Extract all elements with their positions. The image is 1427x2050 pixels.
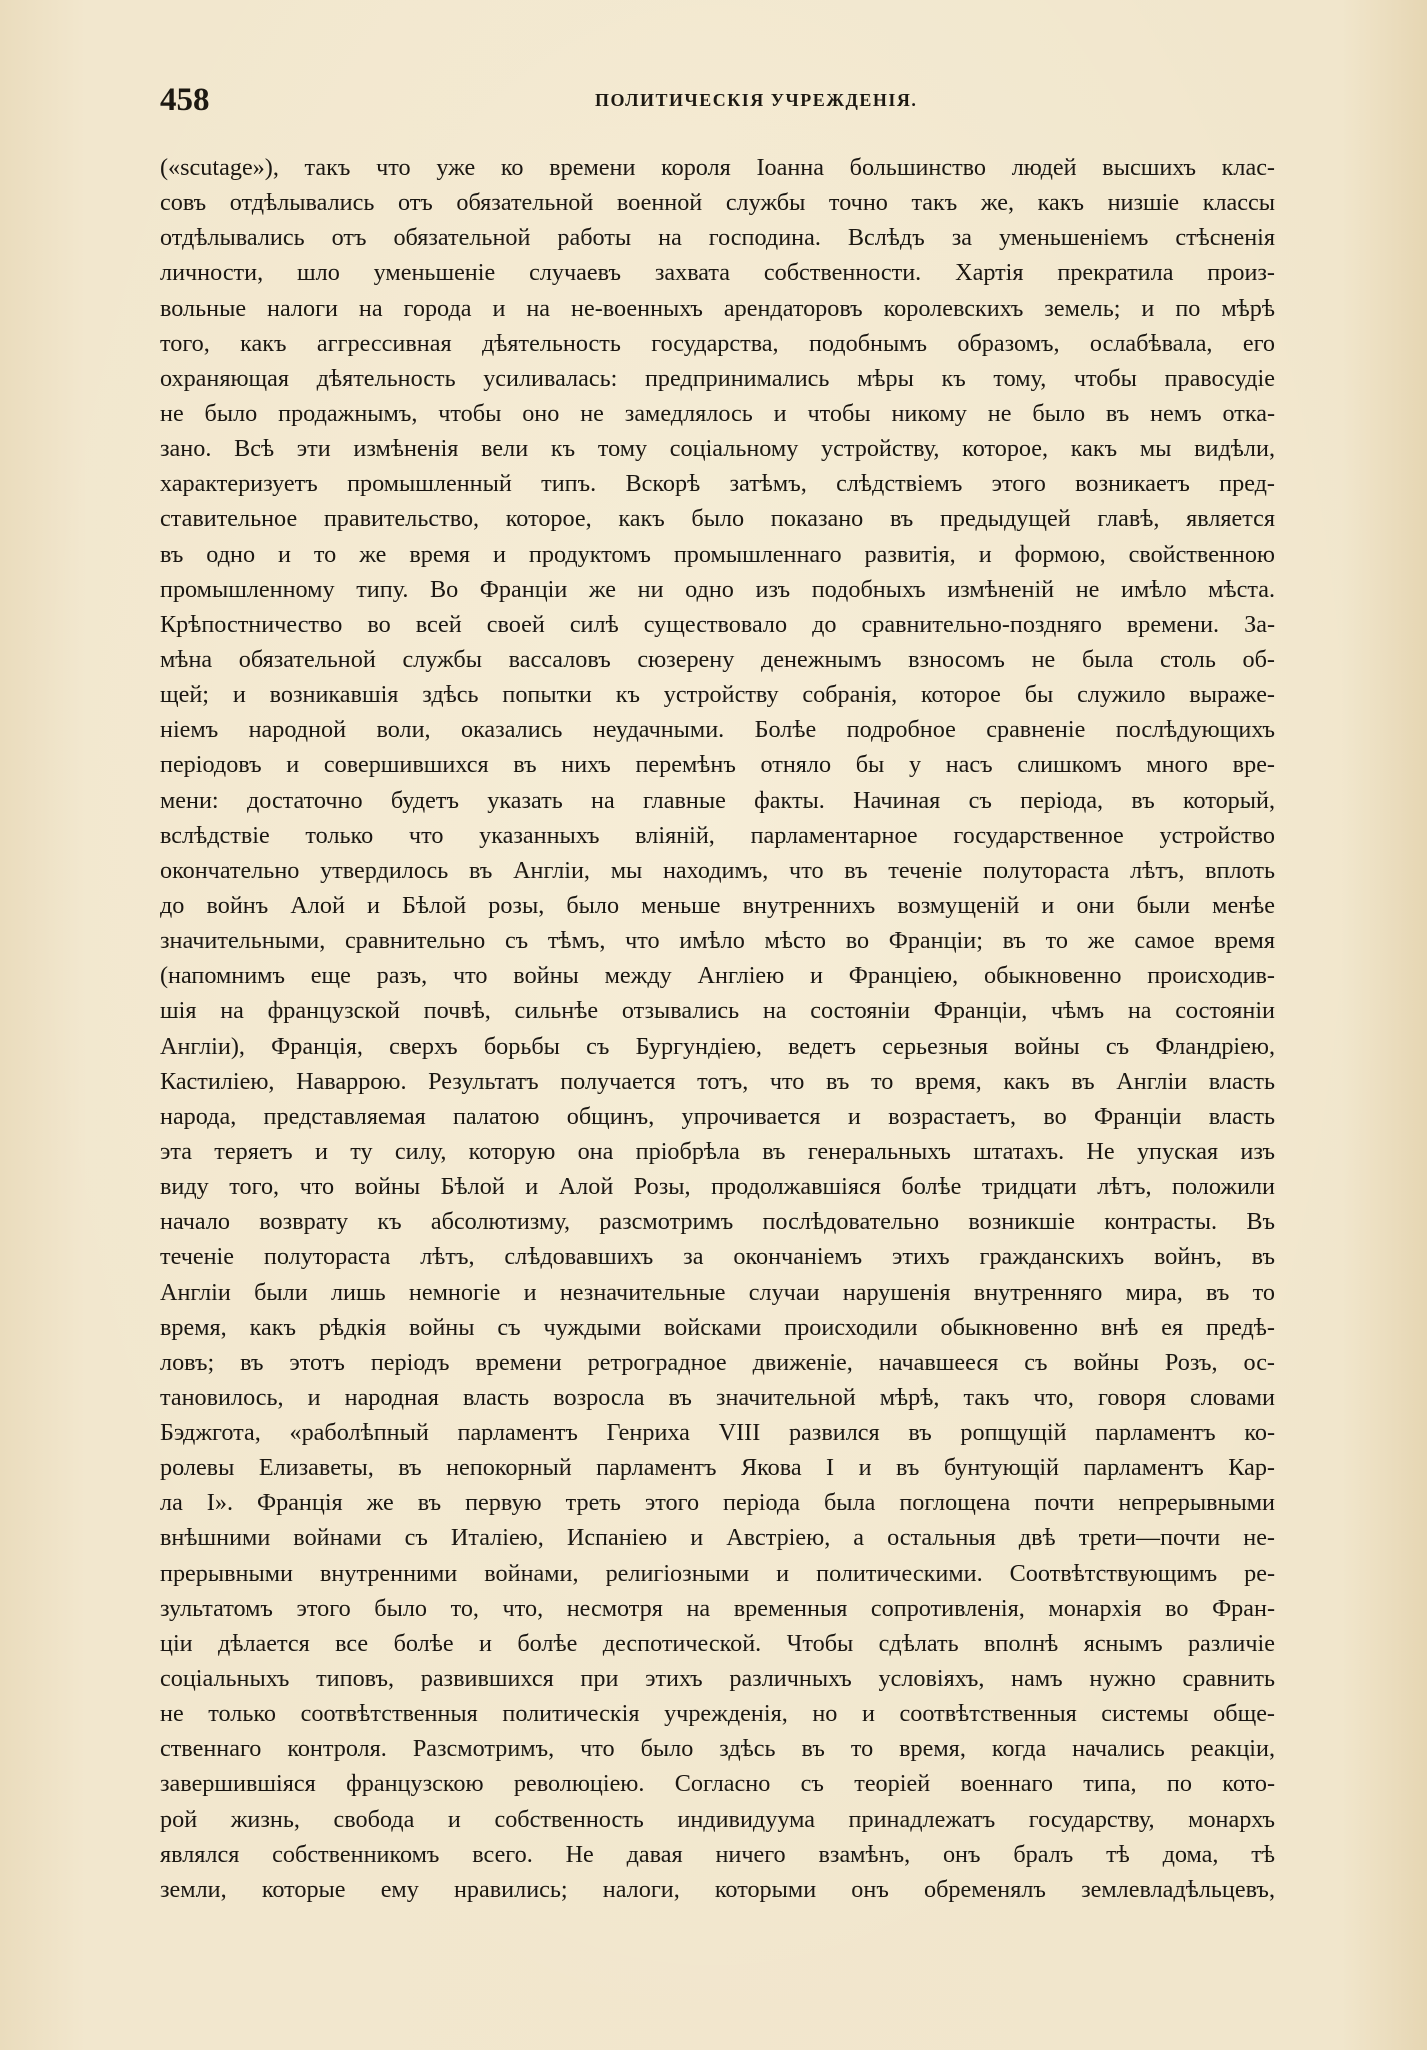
text-line: народа, представляемая палатою общинъ, упрочивается и возрастаетъ, во Франціи власть	[160, 1102, 1275, 1130]
text-line: Крѣпостничество во всей своей силѣ существовало до сравнительно-поздняго времени. За-	[160, 610, 1275, 638]
text-line: характеризуетъ промышленный типъ. Вскорѣ затѣмъ, слѣдствіемъ этого возникаетъ пред-	[160, 470, 1275, 498]
text-line: начало возврату къ абсолютизму, разсмотримъ послѣдовательно возникшіе контрасты. Въ	[160, 1208, 1275, 1236]
text-line: рой жизнь, свобода и собственность индивидуума принадлежатъ государству, монархъ	[160, 1805, 1275, 1833]
text-line: того, какъ аггрессивная дѣятельность государства, подобнымъ образомъ, ослабѣвала, его	[160, 329, 1275, 357]
text-line: эта теряетъ и ту силу, которую она пріобрѣла въ генеральныхъ штатахъ. Не упуская изъ	[160, 1137, 1275, 1165]
text-line: ставительное правительство, которое, какъ было показано въ предыдущей главѣ, является	[160, 505, 1275, 533]
text-line: Бэджгота, «раболѣпный парламентъ Генриха VIII развился въ ропщущій парламентъ ко-	[160, 1419, 1275, 1447]
text-line: внѣшними войнами съ Италіею, Испаніею и Австріею, а остальныя двѣ трети—почти не-	[160, 1524, 1275, 1552]
text-line: вслѣдствіе только что указанныхъ вліяній, парламентарное государственное устройство	[160, 821, 1275, 849]
text-line: время, какъ рѣдкія войны съ чуждыми войсками происходили обыкновенно внѣ ея предѣ-	[160, 1313, 1275, 1341]
text-line: до войнъ Алой и Бѣлой розы, было меньше внутреннихъ возмущеній и они были менѣе	[160, 891, 1275, 919]
text-line: охраняющая дѣятельность усиливалась: предпринимались мѣры къ тому, чтобы правосудіе	[160, 364, 1275, 392]
text-line: являлся собственникомъ всего. Не давая ничего взамѣнъ, онъ бралъ тѣ дома, тѣ	[160, 1840, 1275, 1868]
text-line: шія на французской почвѣ, сильнѣе отзывались на состояніи Франціи, чѣмъ на состояніи	[160, 997, 1275, 1025]
text-line: ціи дѣлается все болѣе и болѣе деспотической. Чтобы сдѣлать вполнѣ яснымъ различіе	[160, 1629, 1275, 1657]
text-line: періодовъ и совершившихся въ нихъ перемѣнъ отняло бы у насъ слишкомъ много вре-	[160, 751, 1275, 779]
text-line: мени: достаточно будетъ указать на главные факты. Начиная съ періода, въ который,	[160, 786, 1275, 814]
text-line: (напомнимъ еще разъ, что войны между Англіею и Франціею, обыкновенно происходив-	[160, 962, 1275, 990]
text-line: не только соотвѣтственныя политическія учрежденія, но и соотвѣтственныя системы обще-	[160, 1700, 1275, 1728]
text-line: не было продажнымъ, чтобы оно не замедлялось и чтобы никому не было въ немъ отка-	[160, 399, 1275, 427]
text-line: земли, которые ему нравились; налоги, которыми онъ обременялъ землевладѣльцевъ,	[160, 1875, 1275, 1903]
text-line: вольные налоги на города и на не-военныхъ арендаторовъ королевскихъ земель; и по мѣрѣ	[160, 294, 1275, 322]
text-line: завершившіяся французскою революціею. Согласно съ теоріей военнаго типа, по кото-	[160, 1770, 1275, 1798]
text-line: щей; и возникавшія здѣсь попытки къ устройству собранія, которое бы служило выраже-	[160, 681, 1275, 709]
text-line: Англіи), Франція, сверхъ борьбы съ Бургундіею, ведетъ серьезныя войны съ Фландріею,	[160, 1032, 1275, 1060]
text-line: ніемъ народной воли, оказались неудачными. Болѣе подробное сравненіе послѣдующихъ	[160, 716, 1275, 744]
text-line: ственнаго контроля. Разсмотримъ, что было здѣсь въ то время, когда начались реакціи,	[160, 1735, 1275, 1763]
running-head: ПОЛИТИЧЕСКІЯ УЧРЕЖДЕНІЯ.	[595, 90, 918, 110]
text-line: ролевы Елизаветы, въ непокорный парламентъ Якова I и въ бунтующій парламентъ Кар-	[160, 1454, 1275, 1482]
text-line: мѣна обязательной службы вассаловъ сюзерену денежнымъ взносомъ не была столь об-	[160, 645, 1275, 673]
text-line: въ одно и то же время и продуктомъ промышленнаго развитія, и формою, свойственною	[160, 540, 1275, 568]
text-line: теченіе полутораста лѣтъ, слѣдовавшихъ за окончаніемъ этихъ гражданскихъ войнъ, въ	[160, 1243, 1275, 1271]
text-line: зультатомъ этого было то, что, несмотря на временныя сопротивленія, монархія во Фран-	[160, 1594, 1275, 1622]
page-header	[160, 80, 1275, 120]
text-line: значительными, сравнительно съ тѣмъ, что имѣло мѣсто во Франціи; въ то же самое время	[160, 927, 1275, 955]
text-line: отдѣлывались отъ обязательной работы на господина. Вслѣдъ за уменьшеніемъ стѣсненія	[160, 224, 1275, 252]
text-line: Англіи были лишь немногіе и незначительные случаи нарушенія внутренняго мира, въ то	[160, 1278, 1275, 1306]
text-line: Кастиліею, Наваррою. Результатъ получается тотъ, что въ то время, какъ въ Англіи власть	[160, 1067, 1275, 1095]
text-line: соціальныхъ типовъ, развившихся при этихъ различныхъ условіяхъ, намъ нужно сравнить	[160, 1665, 1275, 1693]
text-line: личности, шло уменьшеніе случаевъ захвата собственности. Хартія прекратила произ-	[160, 259, 1275, 287]
text-line: промышленному типу. Во Франціи же ни одно изъ подобныхъ измѣненій не имѣло мѣста.	[160, 575, 1275, 603]
text-line: ловъ; въ этотъ періодъ времени ретроградное движеніе, начавшееся съ войны Розъ, ос-	[160, 1348, 1275, 1376]
page-number: 458	[160, 82, 210, 118]
text-line: («scutage»), такъ что уже ко времени короля Іоанна большинство людей высшихъ клас-	[160, 154, 1275, 181]
text-line: прерывными внутренними войнами, религіозными и политическими. Соотвѣтствующимъ ре-	[160, 1559, 1275, 1587]
text-line: тановилось, и народная власть возросла въ значительной мѣрѣ, такъ что, говоря словами	[160, 1383, 1275, 1411]
text-line: ла I». Франція же въ первую треть этого періода была поглощена почти непрерывными	[160, 1489, 1275, 1517]
body-text	[160, 150, 1275, 1907]
text-line: зано. Всѣ эти измѣненія вели къ тому соціальному устройству, которое, какъ мы видѣли,	[160, 435, 1275, 463]
text-line: окончательно утвердилось въ Англіи, мы находимъ, что въ теченіе полутораста лѣтъ, вплоть	[160, 856, 1275, 884]
text-line: совъ отдѣлывались отъ обязательной военной службы точно такъ же, какъ низшіе классы	[160, 189, 1275, 217]
text-line: виду того, что войны Бѣлой и Алой Розы, продолжавшіяся болѣе тридцати лѣтъ, положили	[160, 1173, 1275, 1201]
